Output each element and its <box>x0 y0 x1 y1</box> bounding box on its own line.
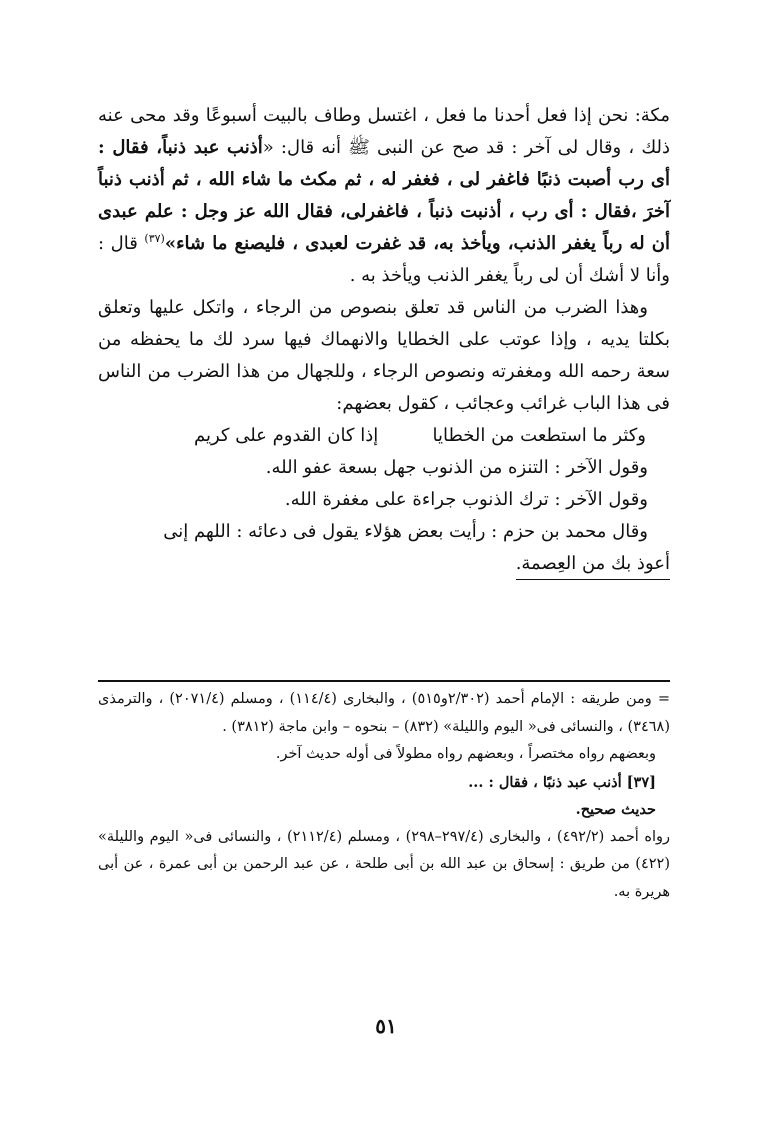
footnotes <box>98 686 670 906</box>
verse-first-hemistich: وكثر ما استطعت من الخطايا <box>432 425 646 446</box>
footnote-divider <box>98 680 670 682</box>
quote-line: وقول الآخر : ترك الذنوب جراءة على مغفرة الله. <box>284 489 648 510</box>
footnote-continuation: = ومن طريقه : الإمام أحمد (٢/٣٠٢و٥١٥) ، والبخارى (١١٤/٤) ، ومسلم (٢٠٧١/٤) ، والترمذى (٣٤٦٨) ، والنسائى فى« اليوم والليلة» (٨٣٢) – بنحوه – وابن ماجة (٣٨١٢) . <box>98 691 670 735</box>
footnote-remark: وبعضهم رواه مختصراً ، وبعضهم رواه مطولاً فى أوله حديث آخر. <box>275 746 656 762</box>
footnote-sources: رواه أحمد (٤٩٢/٢) ، والبخارى (٢٩٧/٤–٢٩٨) ، ومسلم (٢١١٢/٤) ، والنسائى فى« اليوم والليلة» (٤٢٢) من طريق : إسحاق بن عبد الله بن أبى طلحة ، عن عبد الرحمن بن أبى عمرة ، عن أبى هريرة به. <box>98 828 671 900</box>
note-marker-37: (٣٧) <box>144 232 165 245</box>
footnote-number: [٣٧] <box>626 773 656 791</box>
quote-line: وقول الآخر : التنزه من الذنوب جهل بسعة عفو الله. <box>265 457 648 478</box>
underlined-phrase: أعوذ بك من العِصمة. <box>516 549 670 580</box>
final-paragraph: وقال محمد بن حزم : رأيت بعض هؤلاء يقول فى دعائه : اللهم إنى <box>163 521 648 542</box>
page-number: ٥١ <box>375 1014 397 1038</box>
footnote-grading: حديث صحيح. <box>575 801 656 818</box>
poem-verse <box>98 420 670 452</box>
final-line <box>98 548 670 580</box>
verse-second-hemistich: إذا كان القدوم على كريم <box>194 425 379 446</box>
opening-paragraph <box>98 100 670 292</box>
footnote-37-heading <box>98 769 670 797</box>
main-text <box>98 100 670 580</box>
body-paragraph: وهذا الضرب من الناس قد تعلق بنصوص من الرجاء ، واتكل عليها وتعلق بكلتا يديه ، وإذا عوتب على الخطايا والانهماك فيها سرد لك ما يحفظه من سعة رحمه الله ومغفرته ونصوص الرجاء ، وللجهال من هذا الضرب من الناس فى هذا الباب غرائب وعجائب ، كقول بعضهم: <box>98 297 670 414</box>
footnote-head: أذنب عبد ذنبًا ، فقال : ... <box>468 773 627 791</box>
hadith-tail: قال : وأنا لا أشك أن لى رباً يغفر الذنب ويأخذ به . <box>98 233 670 286</box>
opening-text: مكة: نحن إذا فعل أحدنا ما فعل ، اغتسل وطاف بالبيت أسبوعًا وقد محى عنه ذلك ، وقال لى آخر : قد صح عن النبى ﷺ أنه قال: « <box>98 105 671 158</box>
hadith-text: أذنب عبد ذنباً، فقال : أى رب أصبت ذنبًا فاغفر لى ، فغفر له ، ثم مكث ما شاء الله ، ثم أذنب ذنباً آخرَ ،فقال : أى رب ، أذنبت ذنباً ، فاغفرلى، فقال الله عز وجل : علم عبدى أن له رباً يغفر الذنب، ويأخذ به، قد غفرت لعبدى ، فليصنع ما شاء» <box>98 137 670 254</box>
